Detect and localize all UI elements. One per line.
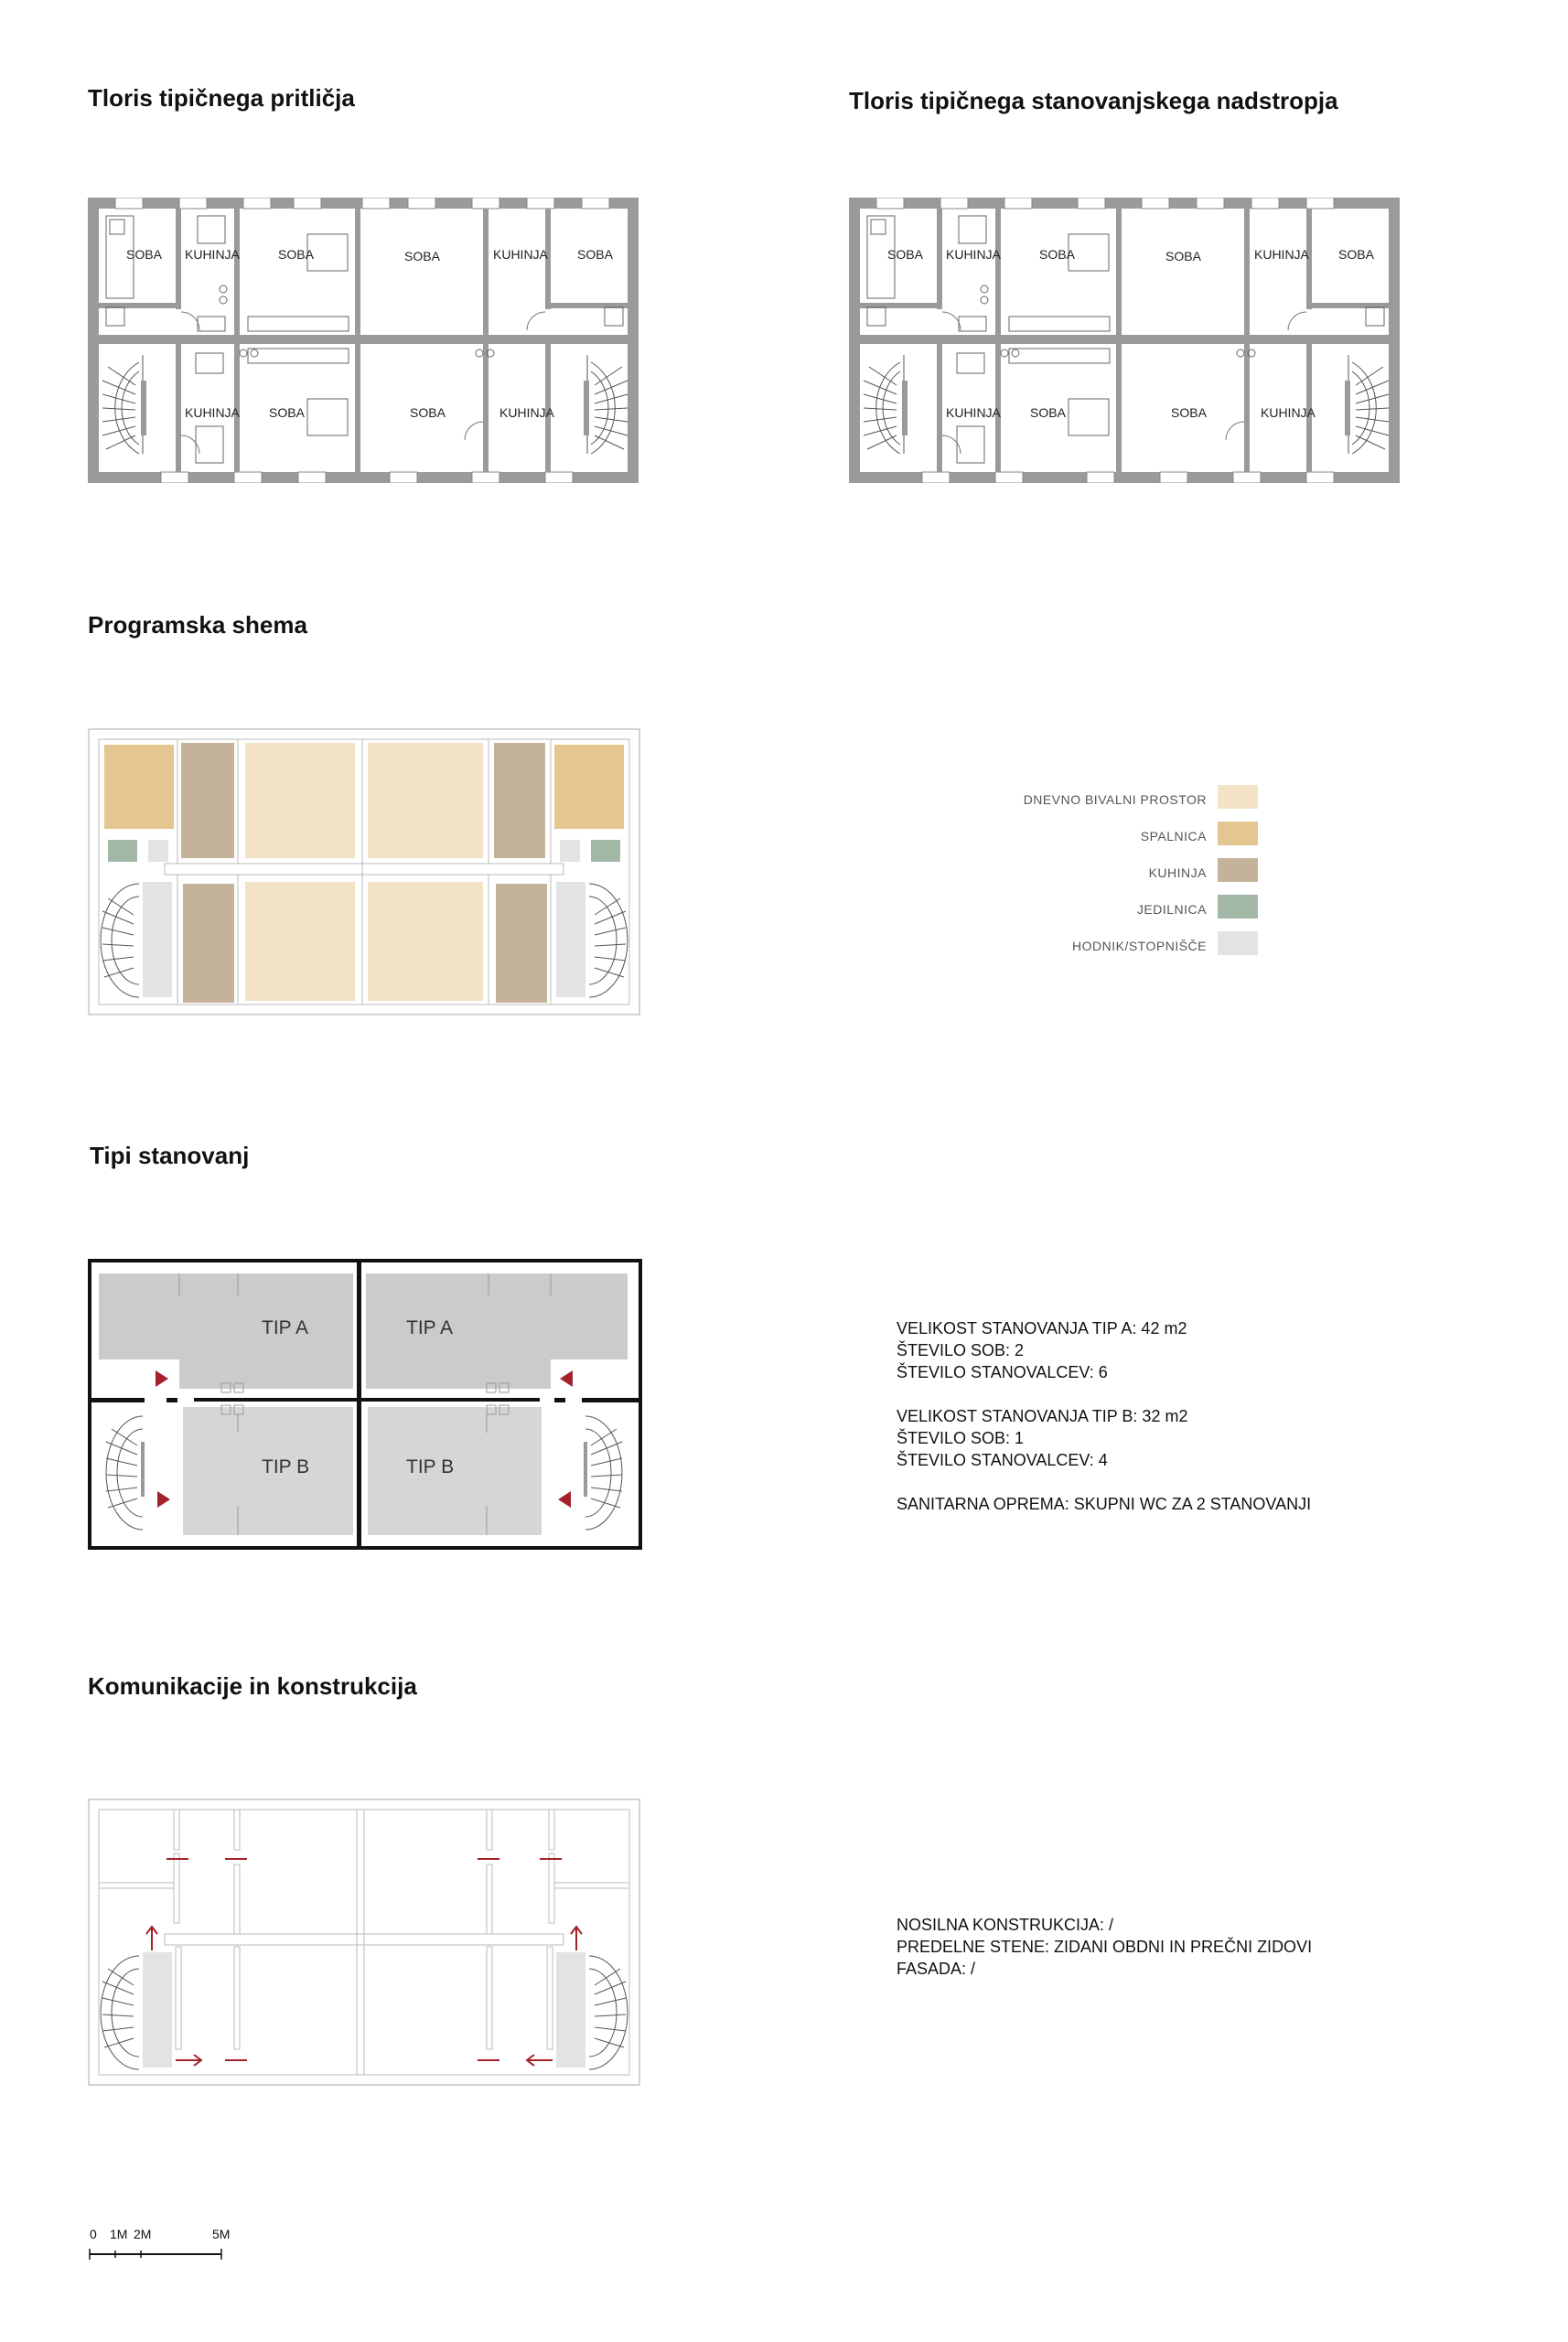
type-b-rooms: ŠTEVILO SOB: 1: [897, 1429, 1025, 1447]
scale-label: 1M: [110, 2227, 128, 2241]
legend-item-kitchen: [974, 858, 1258, 895]
legend-label: SPALNICA: [1140, 829, 1207, 843]
type-b-residents: ŠTEVILO STANOVALCEV: 4: [897, 1451, 1108, 1469]
upper-floor-plan: [849, 198, 1400, 483]
legend-item-hallway: [974, 931, 1258, 968]
type-label: TIP A: [262, 1317, 308, 1338]
room-label: KUHINJA: [946, 247, 1001, 262]
room-label: SOBA: [126, 247, 162, 262]
title-communication: Komunikacije in konstrukcija: [88, 1672, 417, 1700]
apartment-types-plan: [88, 1259, 642, 1550]
program-scheme-plan: [88, 728, 640, 1015]
legend-item-bedroom: [974, 822, 1258, 858]
facade: FASADA: /: [897, 1960, 976, 1978]
type-label: TIP B: [262, 1456, 310, 1477]
room-label: SOBA: [1165, 249, 1201, 263]
title-upper-floor: Tloris tipičnega stanovanjskega nadstropja: [849, 87, 1338, 114]
type-label: TIP A: [406, 1317, 453, 1338]
room-label: KUHINJA: [1254, 247, 1309, 262]
room-label: SOBA: [410, 405, 446, 420]
room-label: KUHINJA: [493, 247, 548, 262]
title-ground-floor: Tloris tipičnega pritličja: [88, 84, 355, 112]
legend-item-living: [974, 785, 1258, 822]
title-program: Programska shema: [88, 611, 307, 639]
ground-floor-plan: [88, 198, 639, 483]
room-label: KUHINJA: [499, 405, 554, 420]
room-label: SOBA: [404, 249, 440, 263]
title-types: Tipi stanovanj: [90, 1142, 250, 1169]
scale-ruler: [86, 2247, 242, 2261]
room-label: SOBA: [1171, 405, 1207, 420]
room-label: SOBA: [269, 405, 305, 420]
type-label: TIP B: [406, 1456, 455, 1477]
legend-label: KUHINJA: [1148, 865, 1207, 880]
legend-swatch: [1218, 785, 1258, 809]
scale-label: 5M: [212, 2227, 231, 2241]
scale-label: 0: [90, 2227, 97, 2241]
apartment-types-info: [897, 1317, 1311, 1515]
scale-bar: [86, 2227, 242, 2282]
room-label: KUHINJA: [1261, 405, 1316, 420]
type-a-rooms: ŠTEVILO SOB: 2: [897, 1341, 1025, 1359]
legend-label: HODNIK/STOPNIŠČE: [1072, 939, 1207, 953]
legend-swatch: [1218, 931, 1258, 955]
room-label: SOBA: [577, 247, 613, 262]
construction-info: [897, 1914, 1312, 1980]
legend-label: DNEVNO BIVALNI PROSTOR: [1023, 792, 1207, 807]
legend-swatch: [1218, 858, 1258, 882]
legend-item-dining: [974, 895, 1258, 931]
sanitary-equipment: SANITARNA OPREMA: SKUPNI WC ZA 2 STANOVANJI: [897, 1495, 1312, 1513]
type-a-residents: ŠTEVILO STANOVALCEV: 6: [897, 1363, 1108, 1381]
room-label: SOBA: [1039, 247, 1075, 262]
type-b-size: VELIKOST STANOVANJA TIP B: 32 m2: [897, 1407, 1188, 1425]
scale-label: 2M: [134, 2227, 152, 2241]
partition-walls: PREDELNE STENE: ZIDANI OBDNI IN PREČNI ZIDOVI: [897, 1938, 1313, 1956]
legend-swatch: [1218, 895, 1258, 919]
room-label: KUHINJA: [185, 405, 240, 420]
communication-plan: [88, 1799, 640, 2086]
room-label: KUHINJA: [185, 247, 240, 262]
room-label: KUHINJA: [946, 405, 1001, 420]
room-label: SOBA: [1030, 405, 1066, 420]
legend-swatch: [1218, 822, 1258, 845]
room-label: SOBA: [278, 247, 314, 262]
legend-label: JEDILNICA: [1136, 902, 1207, 917]
program-legend: [974, 785, 1258, 968]
type-a-size: VELIKOST STANOVANJA TIP A: 42 m2: [897, 1319, 1187, 1338]
room-label: SOBA: [1338, 247, 1374, 262]
load-bearing-construction: NOSILNA KONSTRUKCIJA: /: [897, 1916, 1114, 1934]
room-label: SOBA: [887, 247, 923, 262]
